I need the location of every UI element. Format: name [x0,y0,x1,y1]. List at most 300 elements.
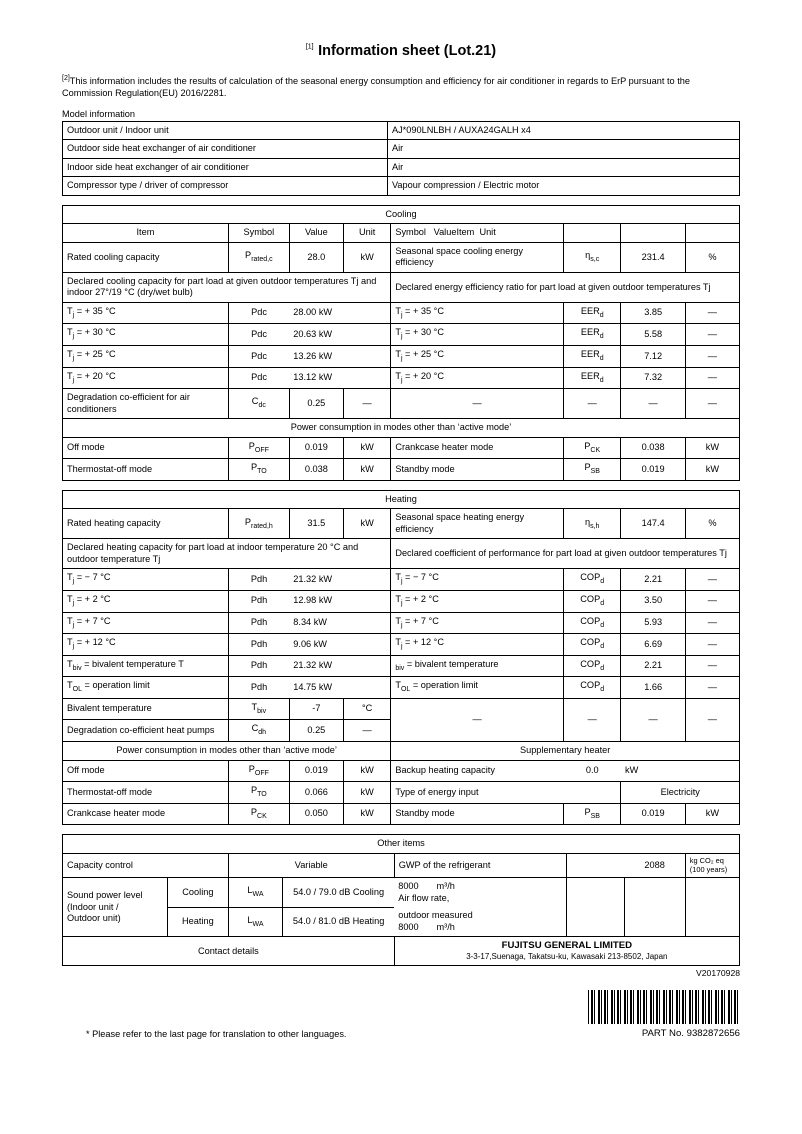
model-info-value: Air [387,140,739,159]
cooling-eer-tj-label: $T_j$ = + 30 °C [391,324,564,346]
sound-label-line1: Sound power level [67,890,143,901]
symbol-sub: d [600,621,605,629]
cooling-eer-tj-label: $T_j$ = + 25 °C [391,346,564,368]
degradation-symbol [228,389,289,419]
symbol-sub: CK [590,446,601,454]
heating-tbiv-label: $T_{biv}$ = bivalent temperature T [63,655,229,677]
heating-table [62,490,740,825]
degradation-right-dash-3: — [621,389,685,419]
other-items-title: Other items [63,835,740,854]
symbol-main: P [250,806,258,817]
seasonal-cooling-unit: % [685,242,739,272]
heating-crankcase-unit: kW [343,803,390,825]
other-blank-2 [624,878,685,908]
heating-power-modes-title: Power consumption in modes other than ‘active mode’ [63,742,391,761]
symbol-sub: SB [590,468,600,476]
heating-rated-row [63,509,740,539]
bivalent-temperature-label: Bivalent temperature [63,698,229,720]
company-address: 3-3-17,Suenaga, Takatsu-ku, Kawasaki 213-8502, Japan [466,952,668,962]
heating-cop-unit: — [685,677,739,699]
symbol-main: COP [580,593,601,604]
page-title [62,42,740,60]
table-row [63,803,740,825]
cooling-eer-unit: — [685,367,739,389]
sound-heating-value: 54.0 / 81.0 dB Heating [283,907,395,937]
heating-cop-symbol [563,677,621,699]
heating-cop-symbol [563,612,621,634]
heating-cop-value: 2.21 [621,569,685,591]
standby-unit: kW [685,459,739,481]
cooling-eer-unit: — [685,346,739,368]
model-info-label: Indoor side heat exchanger of air conditioner [63,158,388,177]
symbol-main: COP [580,572,601,583]
table-row [63,612,740,634]
thermostat-off-mode-label: Thermostat-off mode [63,459,229,481]
sound-heating-label: Heating [167,907,228,937]
seasonal-heating-unit: % [685,509,739,539]
col-header-unit-right-text: Unit [479,227,496,238]
rated-heating-unit: kW [343,509,390,539]
heating-pdh-value: 12.98 kW [289,590,391,612]
symbol-main: COP [580,637,601,648]
symbol-sub: SB [590,812,600,820]
symbol-main: P [250,462,258,473]
cooling-eer-symbol [563,324,621,346]
gwp-label: GWP of the refrigerant [394,853,567,878]
symbol-sub: dh [258,729,267,737]
cooling-eer-value: 5.58 [621,324,685,346]
table-row [63,760,740,782]
heating-tj-label: $T_j$ = + 12 °C [63,634,229,656]
airflow-heating-cell [394,907,567,937]
off-mode-symbol [228,437,289,459]
model-info-value: Air [387,158,739,177]
symbol-main: L [247,914,253,925]
gwp-value: 2088 [624,853,685,878]
heating-cop-symbol [563,655,621,677]
symbol-sub: TO [257,790,267,798]
seasonal-cooling-value: 231.4 [621,242,685,272]
heating-title-row [63,490,740,509]
cooling-pdc-value: 28.00 kW [289,302,391,324]
crankcase-heater-mode-label: Crankcase heater mode [391,437,564,459]
symbol-sub: WA [252,920,264,928]
heating-pdh-symbol: Pdh [228,634,289,656]
cooling-pdc-value: 20.63 kW [289,324,391,346]
symbol-sub: d [600,664,605,672]
capacity-control-label: Capacity control [63,853,229,878]
symbol-sub: OFF [254,769,269,777]
airflow-cooling-value: 8000 [398,881,419,892]
heating-pdh-symbol: Pdh [228,655,289,677]
col-header-symbol: Symbol [228,224,289,243]
symbol-main: C [251,396,259,407]
symbol-sub: WA [252,891,264,899]
document-version: V20170928 [696,968,740,979]
title-reference-mark: [1] [305,43,314,51]
cooling-eer-symbol [563,367,621,389]
model-info-label: Outdoor unit / Indoor unit [63,121,388,140]
contact-details-label: Contact details [63,937,395,966]
col-header-item-right-text: Item [456,227,475,238]
off-mode-unit: kW [343,437,390,459]
other-blank-6 [685,907,739,937]
bivalent-temperature-row [63,698,740,720]
bivalent-symbol [228,698,289,720]
heating-standby-label: Standby mode [391,803,564,825]
heating-cop-value: 6.69 [621,634,685,656]
declared-heating-capacity-note: Declared heating capacity for part load at indoor temperature 20 °C and outdoor temperature Tj [63,539,391,569]
heating-thermostat-off-symbol [228,782,289,804]
standby-mode-label: Standby mode [391,459,564,481]
heating-pdh-value: 21.32 kW [289,655,391,677]
heating-off-mode-symbol [228,760,289,782]
degradation-heatpump-label: Degradation co-efficient heat pumps [63,720,229,742]
heating-cop-unit: — [685,569,739,591]
crankcase-heater-value: 0.038 [621,437,685,459]
heating-standby-value: 0.019 [621,803,685,825]
type-of-energy-input-label: Type of energy input [391,782,621,804]
thermostat-off-unit: kW [343,459,390,481]
gwp-spacer [567,853,625,878]
heating-cop-tj-label: $T_j$ = + 7 °C [391,612,564,634]
heating-crankcase-label: Crankcase heater mode [63,803,229,825]
symbol-sub: biv [257,707,267,715]
symbol-main: P [244,516,251,527]
symbol-sub: d [599,333,604,341]
table-row [63,140,740,159]
symbol-main: P [248,763,255,774]
sound-heating-symbol [228,907,282,937]
airflow-unit: m³/h [436,881,455,892]
symbol-main: P [584,806,591,817]
cooling-table [62,205,740,481]
col-header-symbol-right-text: Symbol [395,227,426,238]
heating-thermostat-off-label: Thermostat-off mode [63,782,229,804]
symbol-sub: d [600,599,605,607]
seasonal-heating-symbol [563,509,621,539]
table-row [63,782,740,804]
heating-right-dash-4: — [685,698,739,741]
cooling-tj-label: $T_j$ = + 25 °C [63,346,229,368]
col-header-unit: Unit [343,224,390,243]
heating-right-dash-1: — [391,698,564,741]
cooling-tj-label: $T_j$ = + 30 °C [63,324,229,346]
symbol-main: C [251,723,259,734]
table-row [63,437,740,459]
degradation-right-dash-2: — [563,389,621,419]
sound-cooling-label: Cooling [167,878,228,908]
degradation-heatpump-value: 0.25 [289,720,343,742]
heating-pdh-value: 21.32 kW [289,569,391,591]
airflow-heating-value: 8000 [398,921,419,932]
other-title-row [63,835,740,854]
part-number: PART No. 9382872656 [641,1028,740,1040]
heating-cop-tj-label: $T_j$ = + 12 °C [391,634,564,656]
company-name: FUJITSU GENERAL LIMITED [501,940,633,952]
symbol-main: P [245,250,252,261]
cooling-pdc-value: 13.26 kW [289,346,391,368]
model-info-label: Compressor type / driver of compressor [63,177,388,196]
crankcase-heater-symbol [563,437,621,459]
declared-eer-note: Declared energy efficiency ratio for part load at given outdoor temperatures Tj [391,272,740,302]
standby-value: 0.019 [621,459,685,481]
gwp-unit-line1: kg CO₂ eq [689,855,724,865]
cooling-pdc-symbol: Pdc [228,302,289,324]
symbol-sub: d [599,311,604,319]
heating-pdh-value: 14.75 kW [289,677,391,699]
seasonal-cooling-efficiency-label: Seasonal space cooling energy efficiency [391,242,564,272]
symbol-main: η [584,516,591,527]
heating-cop-value: 5.93 [621,612,685,634]
heating-tj-label: $T_j$ = − 7 °C [63,569,229,591]
col-header-value-right-text: Value [433,227,457,238]
off-mode-value: 0.019 [289,437,343,459]
col-header-spacer-3 [685,224,739,243]
other-blank-5 [624,907,685,937]
heating-tol-label: $T_{OL}$ = operation limit [63,677,229,699]
heating-crankcase-symbol [228,803,289,825]
symbol-sub: s,c [590,255,600,263]
cooling-eer-symbol [563,346,621,368]
degradation-right-dash-1: — [391,389,564,419]
heating-off-mode-unit: kW [343,760,390,782]
model-info-label: Outdoor side heat exchanger of air conditioner [63,140,388,159]
cooling-eer-tj-label: $T_j$ = + 20 °C [391,367,564,389]
degradation-heatpump-symbol [228,720,289,742]
symbol-main: η [585,250,591,261]
heating-tj-label: $T_j$ = + 2 °C [63,590,229,612]
symbol-sub: rated,c [251,255,273,263]
declared-cop-note: Declared coefficient of performance for part load at given outdoor temperatures Tj [391,539,740,569]
cooling-eer-unit: — [685,302,739,324]
heating-off-mode-value: 0.019 [289,760,343,782]
gwp-unit [685,853,739,878]
symbol-sub: OFF [254,446,269,454]
heating-standby-unit: kW [685,803,739,825]
rated-cooling-symbol [228,242,289,272]
heating-cop-biv-label: $_{biv}$ = bivalent temperature [391,655,564,677]
cooling-rated-row [63,242,740,272]
symbol-main: COP [580,658,601,669]
other-blank-1 [567,878,625,908]
degradation-unit: — [343,389,390,419]
intro-reference-mark: [2] [62,75,70,82]
cooling-pdc-value: 13.12 kW [289,367,391,389]
thermostat-off-symbol [228,459,289,481]
seasonal-heating-value: 147.4 [621,509,685,539]
barcode-image [588,990,740,1024]
table-row [63,677,740,699]
heating-pdh-symbol: Pdh [228,612,289,634]
airflow-label-line2: outdoor measured [398,910,473,921]
symbol-sub: CK [257,812,267,820]
table-row [63,302,740,324]
barcode-block [588,990,740,1039]
cooling-tj-label: $T_j$ = + 20 °C [63,367,229,389]
table-row [63,634,740,656]
heating-right-dash-3: — [621,698,685,741]
col-header-value: Value [289,224,343,243]
thermostat-off-value: 0.038 [289,459,343,481]
symbol-main: P [250,785,258,796]
heating-declared-row [63,539,740,569]
translation-note: * Please refer to the last page for translation to other languages. [86,1029,347,1040]
table-row [63,590,740,612]
heating-cop-unit: — [685,634,739,656]
symbol-main: P [584,440,591,451]
symbol-main: EER [580,305,600,316]
heating-crankcase-value: 0.050 [289,803,343,825]
capacity-control-row [63,853,740,878]
bivalent-value: -7 [289,698,343,720]
table-row [63,177,740,196]
heating-standby-symbol [563,803,621,825]
symbol-main: COP [580,680,601,691]
sound-label-line3: Outdoor unit) [67,913,121,924]
col-header-item: Item [63,224,229,243]
cooling-eer-value: 3.85 [621,302,685,324]
heating-thermostat-off-unit: kW [343,782,390,804]
bivalent-unit: °C [343,698,390,720]
rated-heating-capacity-label: Rated heating capacity [63,509,229,539]
heating-cop-unit: — [685,655,739,677]
table-row [63,655,740,677]
symbol-main: L [247,885,253,896]
title-text: Information sheet (Lot.21) [318,43,497,59]
model-information-table [62,121,740,196]
cooling-power-title-row [63,419,740,438]
col-header-symbol-right [391,224,564,243]
degradation-right-dash-4: — [685,389,739,419]
table-row [63,324,740,346]
capacity-control-value: Variable [228,853,394,878]
intro-paragraph [62,74,740,100]
rated-cooling-capacity-label: Rated cooling capacity [63,242,229,272]
symbol-main: EER [580,349,600,360]
symbol-sub: TO [257,468,267,476]
cooling-power-modes-title: Power consumption in modes other than ‘active mode’ [63,419,740,438]
cooling-eer-value: 7.32 [621,367,685,389]
sound-cooling-row [63,878,740,908]
cooling-eer-symbol [563,302,621,324]
seasonal-cooling-symbol [563,242,621,272]
heating-thermostat-off-value: 0.066 [289,782,343,804]
heating-tj-label: $T_j$ = + 7 °C [63,612,229,634]
heating-title: Heating [63,490,740,509]
intro-text: This information includes the results of calculation of the seasonal energy consumption and efficiency for air conditioner in regards to ErP pursuant to the Commission Regulation(EU) 2016/2281. [62,76,690,99]
contact-row [63,937,740,966]
heating-cop-symbol [563,634,621,656]
symbol-sub: d [599,376,604,384]
off-mode-label: Off mode [63,437,229,459]
table-row [63,459,740,481]
other-items-table [62,834,740,966]
cooling-degradation-row [63,389,740,419]
rated-heating-symbol [228,509,289,539]
sound-label-line2: (Indoor unit / [67,901,119,912]
airflow-unit-2: m³/h [436,921,455,932]
symbol-main: EER [580,327,600,338]
symbol-sub: dc [258,402,266,410]
symbol-sub: s,h [590,522,600,530]
sound-cooling-symbol [228,878,282,908]
cooling-eer-unit: — [685,324,739,346]
sound-power-level-label [63,878,168,937]
symbol-sub: d [600,578,605,586]
table-row [63,346,740,368]
heating-cop-value: 1.66 [621,677,685,699]
rated-cooling-value: 28.0 [289,242,343,272]
model-info-value: Vapour compression / Electric motor [387,177,739,196]
page-footer [62,990,740,1039]
heating-pdh-value: 8.34 kW [289,612,391,634]
heating-cop-value: 3.50 [621,590,685,612]
table-row [63,569,740,591]
heating-cop-unit: — [685,612,739,634]
backup-heating-capacity-unit: kW [621,760,740,782]
model-information-label: Model information [62,108,136,119]
table-row [63,158,740,177]
sound-cooling-value: 54.0 / 79.0 dB Cooling [283,878,395,908]
cooling-title: Cooling [63,205,740,224]
gwp-unit-line2: (100 years) [689,864,728,874]
symbol-sub: d [600,642,605,650]
heating-power-title-row [63,742,740,761]
symbol-main: P [584,462,591,473]
symbol-main: P [248,440,255,451]
contact-details-value [394,937,739,966]
degradation-heatpump-unit: — [343,720,390,742]
cooling-eer-tj-label: $T_j$ = + 35 °C [391,302,564,324]
cooling-declared-row [63,272,740,302]
col-header-spacer-1 [563,224,621,243]
degradation-value: 0.25 [289,389,343,419]
cooling-tj-label: $T_j$ = + 35 °C [63,302,229,324]
heating-cop-tj-label: $T_j$ = + 2 °C [391,590,564,612]
supplementary-heater-title: Supplementary heater [391,742,740,761]
heating-pdh-symbol: Pdh [228,677,289,699]
table-row [63,121,740,140]
heating-cop-value: 2.21 [621,655,685,677]
heating-cop-symbol [563,569,621,591]
model-info-value: AJ*090LNLBH / AUXA24GALH x4 [387,121,739,140]
declared-cooling-capacity-note: Declared cooling capacity for part load at given outdoor temperatures Tj and indoor 27°/19 °C (dry/wet bulb) [63,272,391,302]
other-blank-3 [685,878,739,908]
crankcase-heater-unit: kW [685,437,739,459]
heating-cop-symbol [563,590,621,612]
cooling-pdc-symbol: Pdc [228,346,289,368]
symbol-main: EER [580,370,600,381]
heating-pdh-value: 9.06 kW [289,634,391,656]
symbol-main: T [251,701,258,712]
heating-off-mode-label: Off mode [63,760,229,782]
col-header-spacer-2 [621,224,685,243]
other-blank-4 [567,907,625,937]
symbol-sub: rated,h [250,522,273,530]
rated-cooling-unit: kW [343,242,390,272]
standby-symbol [563,459,621,481]
heating-cop-unit: — [685,590,739,612]
backup-heating-capacity-label: Backup heating capacity [391,760,564,782]
airflow-label-line1: Air flow rate, [398,892,450,903]
type-of-energy-input-value: Electricity [621,782,740,804]
cooling-title-row [63,205,740,224]
table-row [63,367,740,389]
symbol-sub: d [599,354,604,362]
heating-pdh-symbol: Pdh [228,590,289,612]
cooling-pdc-symbol: Pdc [228,367,289,389]
